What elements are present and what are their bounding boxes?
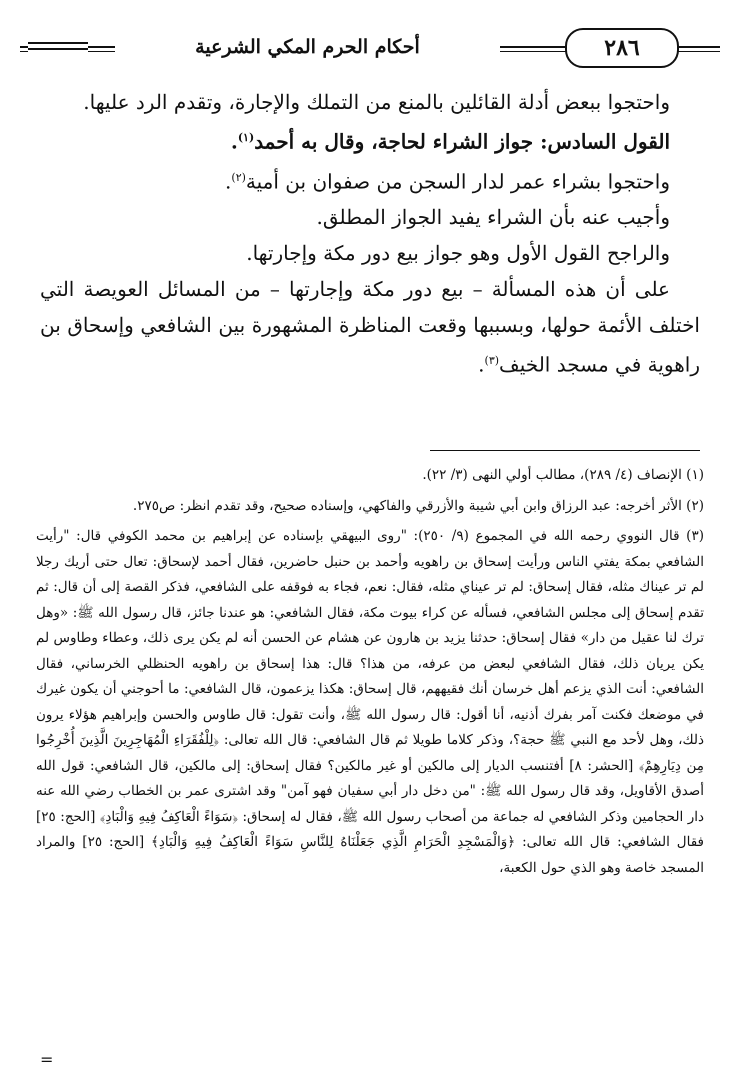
paragraph: واحتجوا بشراء عمر لدار السجن من صفوان بن أمية$^{(٢)}$.	[225, 169, 670, 194]
paragraph: وأجيب عنه بأن الشراء يفيد الجواز المطلق.	[316, 205, 670, 230]
paragraph: واحتجوا ببعض أدلة القائلين بالمنع من التملك والإجارة، وتقدم الرد عليها.	[83, 90, 670, 114]
paragraph-text: واحتجوا بشراء عمر لدار السجن من صفوان بن أمية	[245, 169, 670, 194]
paragraph-text: على أن هذه المسألة – بيع دور مكة وإجارتها – من المسائل العويصة التي اختلف الأئمة حولها، وبسببها وقعت المناظرة المشهورة بين الشافعي وإسحاق بن راهوية في مسجد الخيف	[40, 277, 700, 377]
continuation-mark: =	[40, 1050, 54, 1069]
footnote-ref: (٣)	[484, 354, 500, 368]
page-header	[20, 28, 720, 68]
footnote-1: (١) الإنصاف (٤/ ٢٨٩)، مطالب أولي النهى (٣/ ٢٢).	[422, 467, 704, 483]
footnote-2: (٢) الأثر أخرجه: عبد الرزاق وابن أبي شيبة والأزرقي والفاكهي، وإسناده صحيح، وقد تقدم انظر: ص٢٧٥.	[132, 497, 704, 514]
header-ornament	[28, 39, 88, 54]
footnotes	[36, 458, 704, 881]
running-title: أحكام الحرم المكي الشرعية	[115, 32, 500, 62]
footnote-3: (٣) قال النووي رحمه الله في المجموع (٩/ ٢٥٠): "روى البيهقي بإسناده عن إبراهيم بن محمد الكوفي قال: "رأيت الشافعي بمكة يفتي الناس ورأيت إسحاق بن راهويه وأحمد بن حنبل حاضرين، فقال أحمد لإسحاق: تعال حتى أريك رجلا لم تر عيناك مثله، فقال إسحاق: لم تر عيناي مثله، فقال: نعم، فجاء به فوقفه على الشافعي، فذكر القصة إلى أن قال: ثم تقدم إسحاق إلى مجلس الشافعي، فسأله عن كراء بيوت مكة، فقال الشافعي: هو عندنا جائز، قال رسول الله ﷺ: «وهل ترك لنا عقيل من دار» فقال إسحاق: حدثنا يزيد بن هارون عن هشام عن الحسن أنه لم يكن يرى ذلك، وعطاء وطاوس لم يكن يريان ذلك، فقال الشافعي لبعض من عرفه، من هذا؟ قال: هذا إسحاق بن راهويه الحنظلي الخرساني، فقال الشافعي: أنت الذي يزعم أهل خرسان أنك فقيههم، قال إسحاق: هكذا يزعمون، قال الشافعي: ما أحوجني أن يكون غيرك في موضعك فكنت آمر بفرك أذنيه، أنا أقول: قال رسول الله ﷺ، وأنت تقول: قال طاوس والحسن وإبراهيم هؤلاء يرون ذلك، وهل لأحد مع النبي ﷺ حجة؟، وذكر كلاما طويلا ثم قال الشافعي: قال الله تعالى: ﴿لِلْفُقَرَاءِ الْمُهَاجِرِينَ الَّذِينَ أُخْرِجُوا مِن دِيَارِهِمْ﴾ [الحشر: ٨] أفتنسب الديار إلى مالكين أو غير مالكين؟ فقال إسحاق: إلى مالكين، قال الشافعي: قول الله أصدق الأقاويل، وقد قال رسول الله ﷺ: "من دخل دار أبي سفيان فهو آمن" وقد اشترى عمر بن الخطاب رضي الله عنه دار الحجامين وذكر الشافعي له جماعة من أصحاب رسول الله ﷺ، فقال له إسحاق: ﴿سَوَاءً الْعَاكِفُ فِيهِ وَالْبَادِ﴾ [الحج: ٢٥] فقال الشافعي: قال الله تعالى: ﴿وَالْمَسْجِدِ الْحَرَامِ الَّذِي جَعَلْنَاهُ لِلنَّاسِ سَوَاءً الْعَاكِفُ فِيهِ وَالْبَادِ﴾ [الحج: ٢٥] والمراد المسجد خاصة وهو الذي حول الكعبة،	[36, 528, 704, 876]
paragraph: على أن هذه المسألة – بيع دور مكة وإجارتها – من المسائل العويصة التي اختلف الأئمة حولها، وبسببها وقعت المناظرة المشهورة بين الشافعي وإسحاق بن راهوية في مسجد الخيف$^{(٣)}$.	[40, 277, 700, 377]
main-text	[40, 84, 700, 383]
footnote-ref: (١)	[237, 131, 255, 144]
paragraph: والراجح القول الأول وهو جواز بيع دور مكة وإجارتها.	[246, 241, 670, 266]
page-number: ٢٨٦	[565, 28, 679, 68]
footnote-ref: (٢)	[231, 170, 246, 184]
footnote-separator	[430, 450, 700, 451]
paragraph-text: القول السادس: جواز الشراء لحاجة، وقال به أحمد	[254, 129, 670, 154]
heading-paragraph: القول السادس: جواز الشراء لحاجة، وقال به أحمد$^{(١)}$.	[230, 129, 670, 154]
